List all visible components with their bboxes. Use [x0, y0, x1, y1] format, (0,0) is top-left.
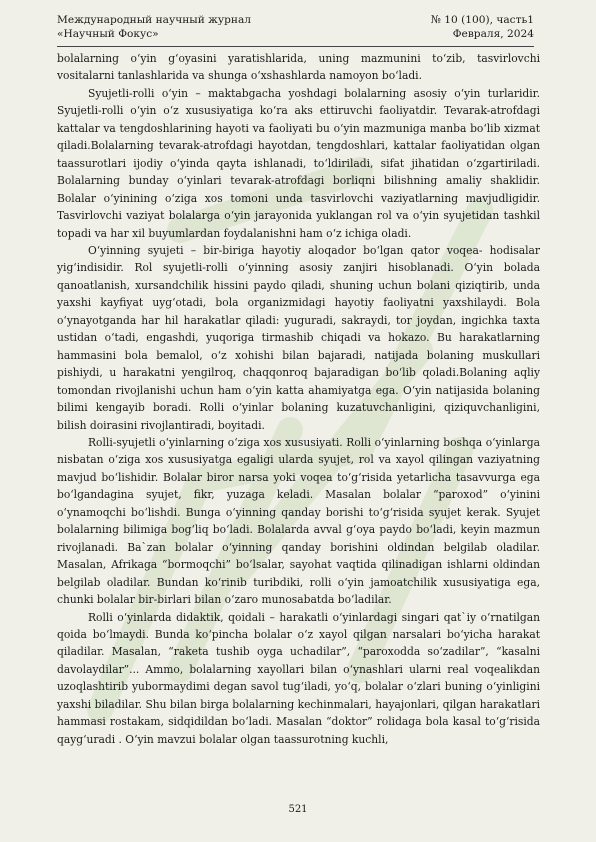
journal-name-line2: «Научный Фокус» — [57, 28, 159, 40]
paragraph: bolalarning o‘yin g‘oyasini yaratishlarida, uning mazmunini to‘zib, tasvirlovchi vositalarni tanlashlarida va shunga o‘xshashlarda namoyon bo‘ladi. — [57, 52, 540, 83]
issue-date: Февраля, 2024 — [452, 28, 534, 40]
page-number: 521 — [288, 804, 308, 815]
running-header — [57, 13, 534, 41]
paragraph: Syujetli-rolli o‘yin – maktabgacha yoshdagi bolalarning asosiy o‘yin turlaridir. Syujetli-rolli o‘yin o‘z xususiyatiga ko‘ra aks ettiruvchi faoliyatdir. Tevarak-atrofdagi kattalar va tengdoshlarining hayoti va faoliyati bu o‘yin mazmuniga manba bo‘lib xizmat qiladi.Bolalarning tevarak-atrofdagi hayotdan, tengdoshlari, kattalar faoliyatidan olgan taassurotlari ijodiy o‘yinda qayta ishlanadi, to‘ldiriladi, sifat jihatidan o‘zgartiriladi. Bolalarning bunday o‘yinlari tevarak-atrofdagi borliqni bilishning amaliy shaklidir. Bolalar o‘yinining o‘ziga xos tomoni unda tasvirlovchi vaziyatlarning mavjudligidir. Tasvirlovchi vaziyat bolalarga o‘yin jarayonida yuklangan rol va o‘yin syujetidan tashkil topadi va har xil buyumlardan foydalanishni ham o‘z ichiga oladi. — [57, 86, 540, 240]
paragraph: Rolli-syujetli o‘yinlarning o‘ziga xos xususiyati. Rolli o‘yinlarning boshqa o‘yinlarga nisbatan o‘ziga xos xususiyatga egaligi ularda syujet, rol va xayol qilingan vaziyatning mavjud bo‘lishidir. Bolalar biror narsa yoki voqea to‘g‘risida yetarlicha tasavvurga ega bo‘lgandagina syujet, fikr, yuzaga keladi. Masalan bolalar “paroxod” o‘yinini o‘ynamoqchi bo‘lishdi. Bunga o‘yinning qanday borishi to‘g‘risida syujet kerak. Syujet bolalarning bilimiga bog‘liq bo‘ladi. Bolalarda avval g‘oya paydo bo‘ladi, keyin mazmun rivojlanadi. Ba`zan bolalar o‘yinning qanday borishini oldindan belgilab oladilar. Masalan, Afrikaga “bormoqchi” bo‘lsalar, sayohat vaqtida qilinadigan ishlarni oldindan belgilab oladilar. Bundan ko‘rinib turibdiki, rolli o‘yin jamoatchilik xususiyatiga ega, chunki bolalar bir-birlari bilan o‘zaro munosabatda bo‘ladilar. — [57, 435, 540, 607]
article-body — [57, 50, 540, 748]
journal-name-line1: Международный научный журнал — [57, 14, 251, 26]
header-rule — [57, 46, 534, 47]
paragraph: O‘yinning syujeti – bir-biriga hayotiy aloqador bo‘lgan qator voqea- hodisalar yig‘indisidir. Rol syujetli-rolli o‘yinning asosiy zanjiri hisoblanadi. O‘yin bolada qanoatlanish, xursandchilik hissini paydo qiladi, shuning uchun bolani qiziqtirib, unda yaxshi kayfiyat uyg‘otadi, bola organizmidagi hayotiy faoliyatni yaxshilaydi. Bola o‘ynayotganda har hil harakatlar qiladi: yuguradi, sakraydi, tor joydan, ingichka taxta ustidan o‘tadi, engashdi, yuqoriga tirmashib chiqadi va hokazo. Bu harakatlarning hammasini bola bemalol, o‘z xohishi bilan bajaradi, natijada bolaning muskullari pishiydi, u harakatni yengilroq, chaqqonroq bajaradigan bo‘lib qoladi.Bolaning aqliy tomondan rivojlanishi uchun ham o‘yin katta ahamiyatga ega. O‘yin natijasida bolaning bilimi kengayib boradi. Rolli o‘yinlar bolaning kuzatuvchanligini, qiziquvchanligini, bilish doirasini rivojlantiradi, boyitadi. — [57, 243, 540, 432]
paragraph: Rolli o‘yinlarda didaktik, qoidali – harakatli o‘yinlardagi singari qat`iy o‘rnatilgan qoida bo‘lmaydi. Bunda ko‘pincha bolalar o‘z xayol qilgan narsalari bo‘yicha harakat qiladilar. Masalan, “raketa tushib oyga uchadilar”, “paroxodda so‘zadilar”, “kasalni davolaydilar”... Ammo, bolalarning xayollari bilan o‘ynashlari ularni real voqealikdan uzoqlashtirib yubormaydimi degan savol tug‘iladi, yo‘q, bolalar o‘zlari buning o‘yinligini yaxshi biladilar. Shu bilan birga bolalarning kechinmalari, hayajonlari, qilgan harakatlari hammasi rostakam, sidqidildan bo‘ladi. Masalan “doktor” rolidaga bola kasal to‘g‘risida qayg‘uradi . O‘yin mavzui bolalar olgan taassurotning kuchli, — [57, 610, 540, 746]
issue-number: № 10 (100), часть1 — [430, 14, 534, 26]
